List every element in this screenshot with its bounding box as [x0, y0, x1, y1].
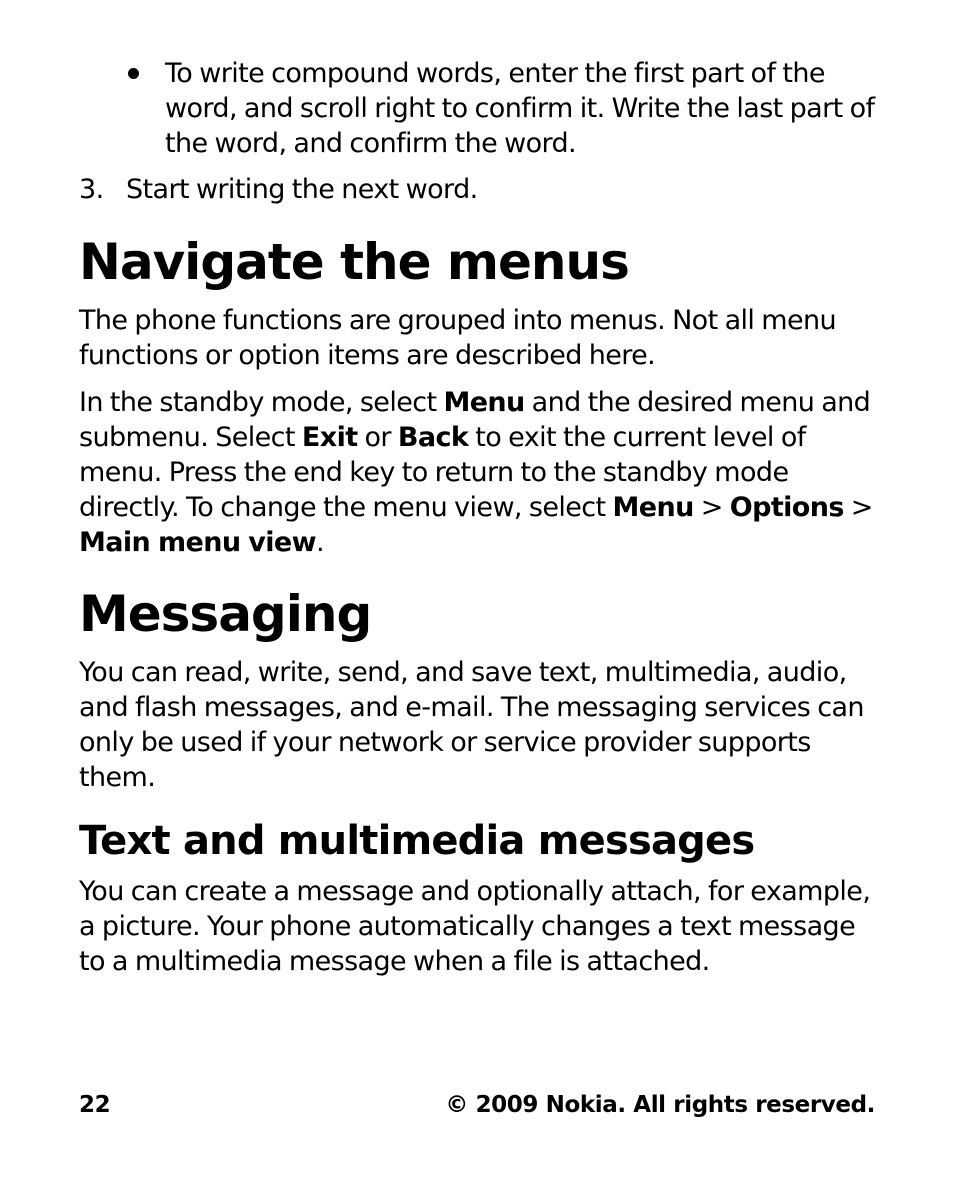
path-separator: > — [693, 492, 730, 523]
bullet-icon — [128, 68, 139, 79]
copyright-notice: © 2009 Nokia. All rights reserved. — [445, 1092, 875, 1118]
term-exit: Exit — [301, 422, 358, 453]
paragraph-messaging-intro: You can read, write, send, and save text, multimedia, audio, and flash messages, and e-mail. The messaging services can only be used if your network or service provider supports them. — [79, 657, 864, 793]
term-back: Back — [397, 422, 469, 453]
page-number: 22 — [79, 1092, 111, 1118]
numbered-step-3 — [79, 172, 879, 207]
path-separator: > — [843, 492, 873, 523]
step-text: Start writing the next word. — [126, 174, 478, 205]
bullet-item-compound-words — [165, 56, 881, 161]
term-menu: Menu — [443, 387, 525, 418]
paragraph-menu-navigation — [79, 385, 879, 560]
heading-text-and-multimedia-messages: Text and multimedia messages — [79, 818, 755, 864]
document-page — [79, 0, 879, 1180]
paragraph-menu-intro: The phone functions are grouped into menus. Not all menu functions or option items are described here. — [79, 305, 837, 371]
step-number: 3. — [79, 174, 104, 205]
term-main-menu-view: Main menu view — [79, 527, 316, 558]
term-menu-path: Menu — [612, 492, 694, 523]
text-run: . — [315, 527, 324, 558]
text-run: In the standby mode, select — [79, 387, 444, 418]
term-options: Options — [729, 492, 844, 523]
bullet-text: To write compound words, enter the first part of the word, and scroll right to confirm it. Write the last part of the word, and confirm the word. — [165, 58, 875, 159]
heading-messaging: Messaging — [79, 585, 372, 643]
text-run: to exit the current level of menu. Press the end key to return to the standby mode directly. To change the menu view, select — [79, 422, 806, 523]
paragraph-text-mms: You can create a message and optionally attach, for example, a picture. Your phone automatically changes a text message to a multimedia message when a file is attached. — [79, 876, 871, 977]
heading-navigate-the-menus: Navigate the menus — [79, 233, 629, 291]
text-run: and the desired menu and submenu. Select — [79, 387, 871, 453]
text-run: or — [357, 422, 398, 453]
